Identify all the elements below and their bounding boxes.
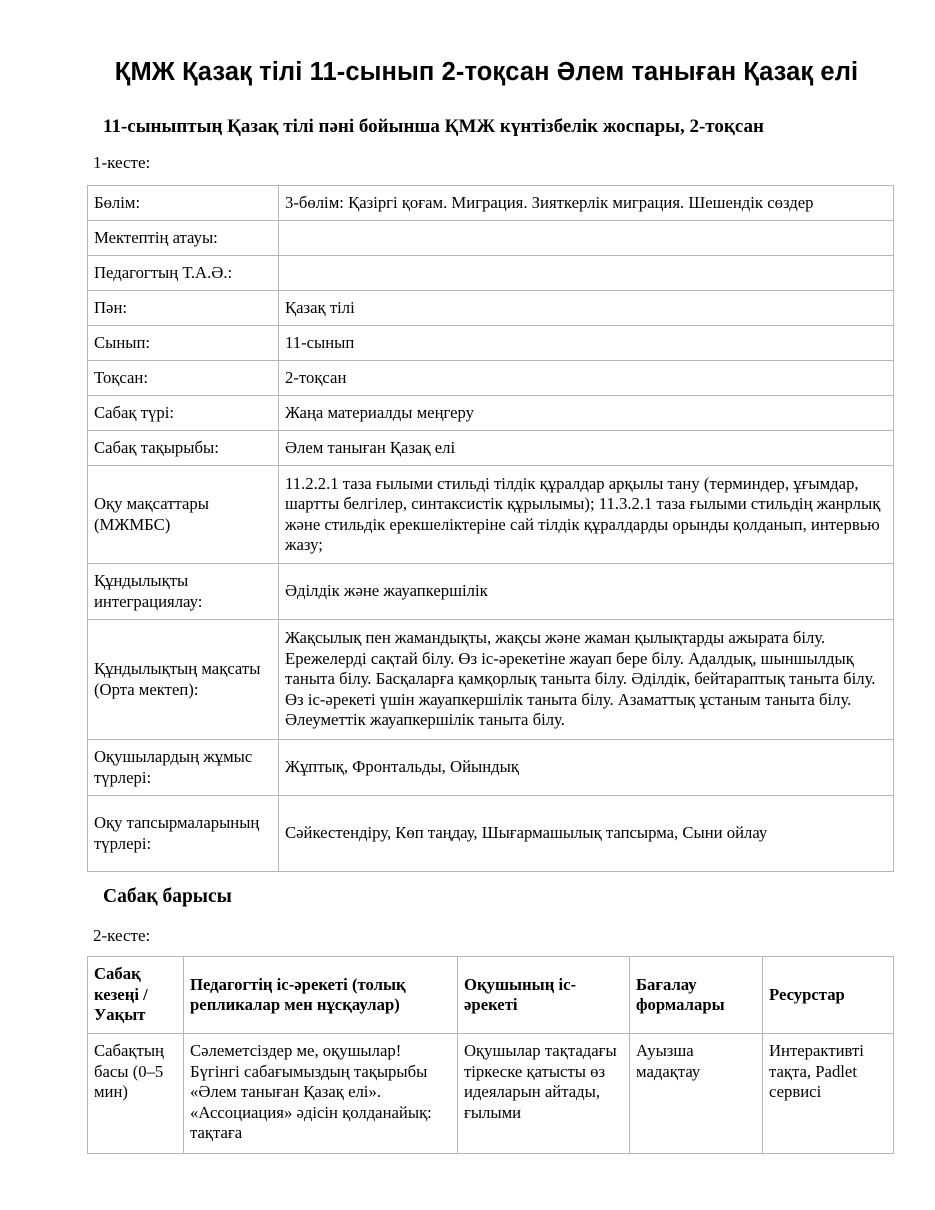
- table-row: [88, 186, 894, 221]
- table1-caption: 1-кесте:: [93, 153, 151, 172]
- row-value: 3-бөлім: Қазіргі қоғам. Миграция. Зияткерлік миграция. Шешендік сөздер: [279, 186, 894, 221]
- row-value: Әділдік және жауапкершілік: [279, 564, 894, 620]
- table-row: [88, 326, 894, 361]
- table-cell: Ауызша мадақтау: [630, 1034, 763, 1154]
- table-cell: Сабақтың басы (0–5 мин): [88, 1034, 184, 1154]
- table-row: [88, 740, 894, 796]
- table-cell: Интерактивті тақта, Padlet сервисі: [763, 1034, 894, 1154]
- table-row: [88, 361, 894, 396]
- table-cell: Оқушылар тақтадағы тіркеске қатысты өз идеяларын айтады, ғылыми: [458, 1034, 630, 1154]
- table-row: [88, 564, 894, 620]
- row-label: Пән:: [88, 291, 279, 326]
- row-value: [279, 256, 894, 291]
- table-row: [88, 291, 894, 326]
- table-row: [88, 431, 894, 466]
- row-label: Сабақ түрі:: [88, 396, 279, 431]
- column-header: Ресурстар: [763, 957, 894, 1034]
- table-row: [88, 796, 894, 872]
- plan-subtitle: 11-сыныптың Қазақ тілі пәні бойынша ҚМЖ күнтізбелік жоспары, 2-тоқсан: [103, 116, 764, 137]
- table-row: [88, 221, 894, 256]
- page-title: ҚМЖ Қазақ тілі 11-сынып 2-тоқсан Әлем таныған Қазақ елі: [114, 58, 859, 86]
- row-value: Жақсылық пен жамандықты, жақсы және жаман қылықтарды ажырата білу. Ережелерді сақтай білу. Өз іс-әрекетіне жауап бере білу. Адалдық, шыншылдық таныта білу. Басқаларға қамқорлық таныта білу. Әділдік, бейтараптық таныта білу. Өз іс-әрекеті үшін жауапкершілік таныта білу. Азаматтық ұстаным таныта білу. Әлеуметтік жауапкершілік таныта білу.: [279, 620, 894, 740]
- row-value: [279, 221, 894, 256]
- column-header: Оқушының іс-әрекеті: [458, 957, 630, 1034]
- row-label: Педагогтың Т.А.Ә.:: [88, 256, 279, 291]
- row-label: Сынып:: [88, 326, 279, 361]
- table-row: [88, 256, 894, 291]
- row-label: Тоқсан:: [88, 361, 279, 396]
- row-label: Оқушылардың жұмыс түрлері:: [88, 740, 279, 796]
- lesson-info-table: [87, 185, 894, 872]
- table-row: [88, 396, 894, 431]
- row-label: Бөлім:: [88, 186, 279, 221]
- row-label: Сабақ тақырыбы:: [88, 431, 279, 466]
- section-title: Сабақ барысы: [103, 886, 232, 907]
- table2-caption: 2-кесте:: [93, 926, 151, 945]
- row-label: Оқу мақсаттары (МЖМБС): [88, 466, 279, 564]
- column-header: Педагогтің іс-әрекеті (толық репликалар мен нұсқаулар): [184, 957, 458, 1034]
- row-value: Әлем таныған Қазақ елі: [279, 431, 894, 466]
- row-value: Сәйкестендіру, Көп таңдау, Шығармашылық тапсырма, Сыни ойлау: [279, 796, 894, 872]
- row-value: Қазақ тілі: [279, 291, 894, 326]
- row-value: Жұптық, Фронтальды, Ойындық: [279, 740, 894, 796]
- row-label: Мектептің атауы:: [88, 221, 279, 256]
- row-label: Құндылықты интеграциялау:: [88, 564, 279, 620]
- row-value: 11-сынып: [279, 326, 894, 361]
- row-value: 2-тоқсан: [279, 361, 894, 396]
- table-row: [88, 620, 894, 740]
- table-row: [88, 466, 894, 564]
- row-label: Құндылықтың мақсаты (Орта мектеп):: [88, 620, 279, 740]
- row-label: Оқу тапсырмаларының түрлері:: [88, 796, 279, 872]
- table-cell: Сәлеметсіздер ме, оқушылар! Бүгінгі сабағымыздың тақырыбы «Әлем таныған Қазақ елі». «Ассоциация» әдісін қолданайық: тақтаға: [184, 1034, 458, 1154]
- column-header: Сабақ кезеңі / Уақыт: [88, 957, 184, 1034]
- row-value: 11.2.2.1 таза ғылыми стильді тілдік құралдар арқылы тану (терминдер, ұғымдар, шартты белгілер, синтаксистік құрылымы); 11.3.2.1 таза ғылыми стильдің жанрлық және стильдік ерекшеліктеріне сай тілдік құралдарды орынды қолданып, интервью жазу;: [279, 466, 894, 564]
- table-row: [88, 1034, 894, 1154]
- row-value: Жаңа материалды меңгеру: [279, 396, 894, 431]
- column-header: Бағалау формалары: [630, 957, 763, 1034]
- table-header-row: [88, 957, 894, 1034]
- lesson-flow-table: [87, 956, 894, 1154]
